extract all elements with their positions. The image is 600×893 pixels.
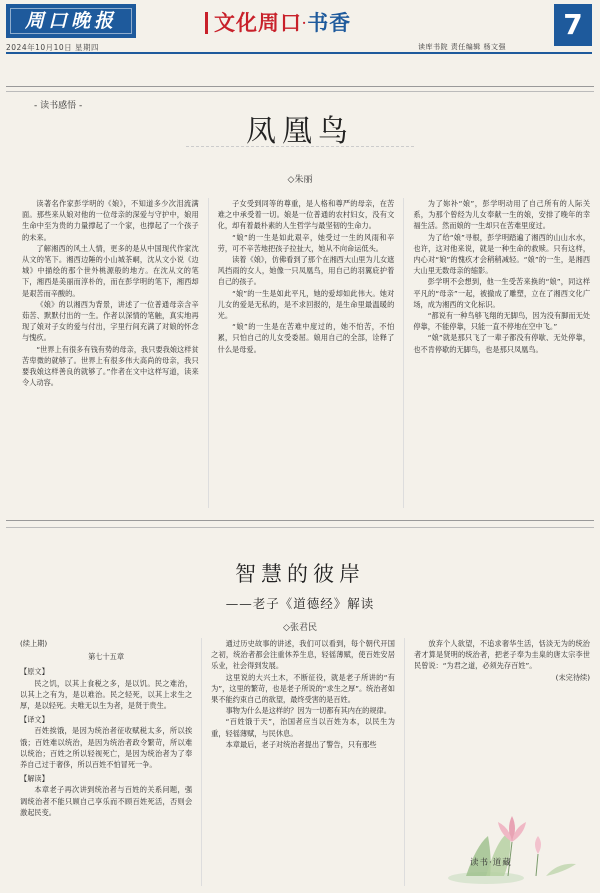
translation-text: 百姓挨饿，是因为统治者征收赋税太多，所以挨饿；百姓难以统治，是因为统治者政令繁苛，所以难以统治；百姓之所以轻视死亡，是因为统治者为了奉养自己过于奢侈，所以百姓不怕冒死一争。 (20, 726, 193, 770)
paragraph: “都说有一种鸟够飞翔的无脚鸟，因为没有脚而无处停靠，不能停靠，只能一直不停地在空中飞。” (413, 311, 591, 332)
illustration-caption: 读书·道藏 (470, 858, 512, 868)
article-phoenix (6, 86, 594, 514)
paragraph: 事物为什么是这样的？因为一切都有其内在的规律。 (225, 706, 391, 716)
column-divider (404, 638, 405, 886)
article-wisdom (6, 520, 594, 888)
paragraph: “百姓饿于天”，治国者应当以百姓为本，以民生为重，轻徭薄赋，与民休息。 (211, 717, 395, 738)
paragraph: 为了给“娘”寻根，彭学明踏遍了湘西的山山水水，也许，这对他来说，就是一种生命的救赎。只有这样，内心对“娘”的愧疚才会稍稍减轻。“娘”的一生，是湘西大山里无数母亲的缩影。 (413, 232, 591, 276)
column-divider (403, 198, 404, 508)
paragraph: “娘”的一生是如此艰辛，她受过一生的风雨和辛劳，可不辛苦地把孩子拉扯大，她从不向命运低头。 (217, 232, 395, 253)
paragraph: 子女受到同等的尊重，是人格和尊严的母亲，在苦难之中承受着一切。娘是一位普通的农村妇女，没有文化，却有着最朴素的人生哲学与最坚韧的生命力。 (217, 199, 395, 231)
section-dot-icon: · (302, 16, 308, 30)
article-title: 智慧的彼岸 (235, 562, 365, 586)
section-label: 【解读】 (20, 774, 49, 784)
to-be-continued: (未完待续) (555, 672, 590, 682)
title-decoration (186, 146, 414, 147)
article-title: 凤凰鸟 (246, 114, 354, 149)
article-author: ◇朱丽 (287, 175, 313, 185)
body-column-1 (20, 638, 192, 886)
paragraph: “娘”的一生是在苦难中度过的，她不怕苦，不怕累，只怕自己的儿女受委屈。娘用自己的全部，诠释了什么是母爱。 (217, 322, 395, 354)
paragraph: 彭学明不会想到，他一生受苦来换的“娘”，同这样平凡的“母亲”一起，被撤成了雕塑，立在了湘西文化广场，成为湘西的文化标识。 (413, 277, 591, 309)
section-label: 【译文】 (20, 715, 49, 725)
paragraph: 《娘》的以湘西为背景，讲述了一位普通母亲含辛茹苦、默默付出的一生。作者以深情的笔触，真实地再现了娘对子女的爱与付出，字里行间充满了对娘的怀念与愧疚。 (22, 299, 199, 343)
page-number: 7 (554, 4, 592, 46)
paragraph: “娘”就是那只飞了一辈子都没有停歇、无处停靠，也不肯停歇的无脚鸟，也是那只凤凰鸟。 (413, 333, 591, 354)
original-text: 民之饥，以其上食税之多，是以饥。民之难治，以其上之有为，是以难治。民之轻死，以其上求生之厚，是以轻死。夫唯无以生为者，是贤于贵生。 (20, 678, 193, 711)
article-frame (6, 86, 594, 92)
section-bar-icon (205, 12, 208, 34)
paragraph: “世界上有很多有钱有势的母亲，我只要我娘这样贫苦卑微的就够了。世界上有很多伟大高尚的母亲，我只要我娘这样善良的就够了。”作者在文中这样写道，读来令人动容。 (22, 344, 199, 388)
article-frame (6, 520, 594, 528)
section-sub: 书香 (307, 10, 352, 35)
column-divider (201, 638, 202, 886)
paragraph: 读著名作家彭学明的《娘》，不知道多少次泪流满面。那些来从娘对他的一位母亲的深爱与守护中，娘用生命中至为贵的力量撑起了一个家，也撑起了一个孩子的未来。 (22, 199, 199, 242)
body-column-2 (218, 198, 395, 508)
column-divider (208, 198, 209, 508)
body-column-1 (22, 198, 199, 508)
paragraph: 本章最后，老子对统治者提出了警告，只有那些 (225, 739, 377, 749)
masthead (0, 0, 600, 62)
continued-note: (续上期) (20, 639, 48, 648)
newspaper-logo: 周口晚报 (6, 4, 136, 38)
paragraph: 通过历史故事的讲述，我们可以看到，每个朝代开国之初，统治者都会注重休养生息，轻徭薄赋，使百姓安居乐业，社会得到发展。 (211, 639, 395, 671)
paragraph: 了解湘西的风土人情，更多的是从中国现代作家沈从文的笔下。湘西边陲的小山城茶峒，沈从文小说《边城》中描绘的那个世外桃源般的地方。在沈从文的笔下，湘西是美丽而淳朴的，而在彭学明的笔下，湘西却是艰苦而辛酸的。 (22, 243, 199, 298)
explanation-text: 本章老子再次讲到统治者与百姓的关系问题，强调统治者不能只顾自己享乐而不顾百姓死活，否则会激起民变。 (20, 785, 193, 817)
editor-credits: 读库书院 责任编辑 杨文强 (418, 43, 506, 51)
article-body (22, 198, 590, 508)
body-column-2 (211, 638, 395, 886)
paragraph: 读着《娘》，仿佛看到了那个在湘西大山里为儿女遮风挡雨的女人，她像一只凤凰鸟，用自己的羽翼庇护着自己的孩子。 (217, 255, 395, 287)
body-column-3 (413, 198, 590, 508)
section-name: 文化周口 (214, 10, 302, 35)
chapter-heading: 第七十五章 (88, 652, 125, 662)
column-tag: - 读书感悟 - (34, 98, 82, 111)
paragraph: 这里说的大兴土木，不断征役，就是老子所讲的“有为”，这里的繁苛，也是老子所说的“求生之厚”。统治者如果不能约束自己的欲望，最终受害的是百姓。 (211, 672, 395, 705)
issue-date: 2024年10月10日 星期四 (6, 43, 100, 52)
lotus-icon (446, 806, 592, 886)
article-author: ◇张君民 (283, 623, 317, 633)
masthead-rule (6, 52, 592, 54)
paragraph: 为了妳补“娘”，彭学明动用了自己所有的人际关系，为那个曾经为儿女奉献一生的娘，安排了晚年的幸福生活。然而娘的一生却只在苦难里度过。 (413, 199, 591, 231)
article-subtitle: ——老子《道德经》解读 (225, 596, 375, 611)
section-label: 【原文】 (20, 667, 49, 677)
paragraph: “娘”的一生是如此平凡，她的爱却如此伟大。她对儿女的爱是无私的，是不求回报的，是生命里最温暖的光。 (217, 288, 395, 321)
paragraph: 放弃个人欲望，不追求奢华生活，恬淡无为的统治者才算是贤明的统治者，把老子奉为圭臬的唐太宗李世民曾说：“为君之道，必须先存百姓”。 (413, 639, 590, 671)
section-title (205, 6, 351, 40)
